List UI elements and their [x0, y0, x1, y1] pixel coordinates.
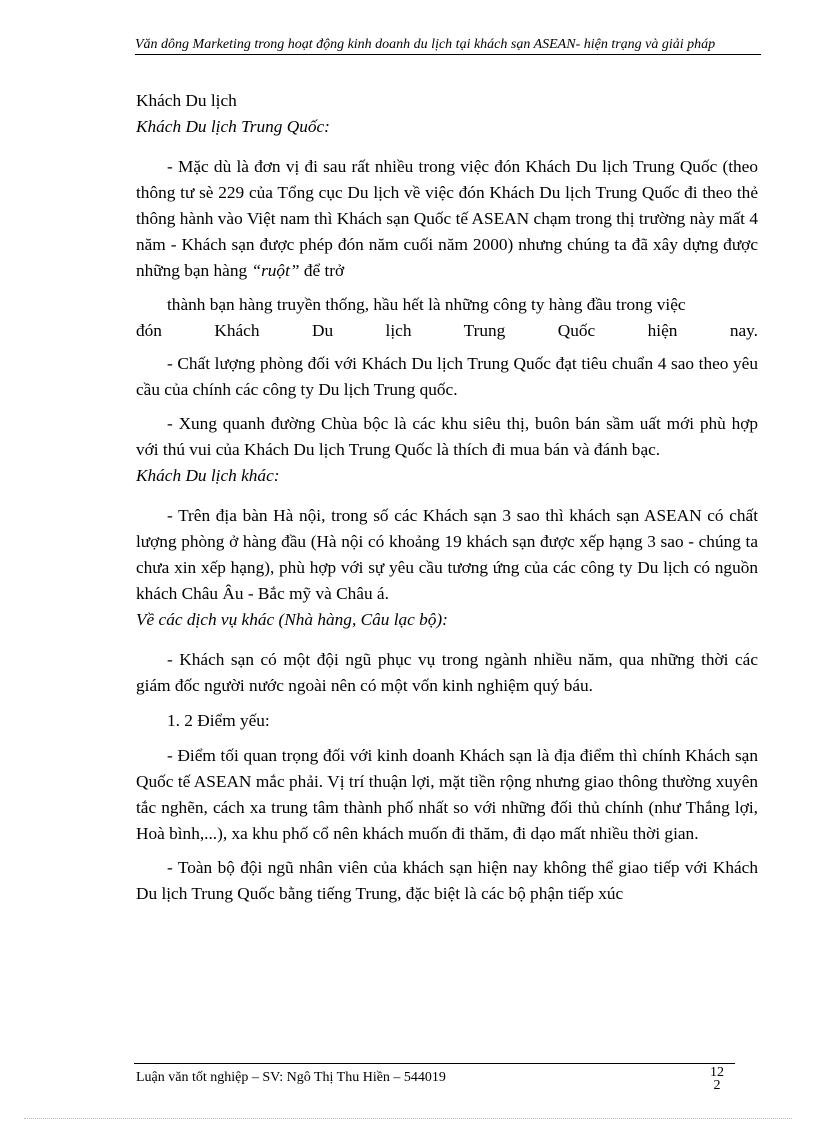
- paragraph-continuation-end: đón Khách Du lịch Trung Quốc hiện nay.: [136, 321, 758, 340]
- paragraph-surroundings: - Xung quanh đường Chùa bộc là các khu siêu thị, buôn bán sầm uất mới phù hợp với thú vui của Khách Du lịch Trung Quốc là thích đi mua bán và đánh bạc.: [136, 414, 758, 459]
- page-number: [705, 1066, 729, 1092]
- paragraph-location: - Điểm tối quan trọng đối với kinh doanh Khách sạn là địa điểm thì chính Khách sạn Quốc tế ASEAN mắc phải. Vị trí thuận lợi, mặt tiền rộng nhưng giao thông thường xuyên tắc nghẽn, cách xa trung tâm thành phố nhất so với những đối thủ chính (như Thắng lợi, Hoà bình,...), xa khu phố cổ nên khách muốn đi thăm, đi dạo mất nhiều thời gian.: [136, 746, 758, 843]
- footer-text: Luận văn tốt nghiệp – SV: Ngô Thị Thu Hiền – 544019: [136, 1070, 446, 1085]
- subheading-chinese-tourists: Khách Du lịch Trung Quốc:: [136, 117, 330, 136]
- running-header: Văn dông Marketing trong hoạt động kinh doanh du lịch tại khách sạn ASEAN- hiện trạng và giải pháp: [135, 36, 761, 55]
- page-number-part: 12: [710, 1065, 724, 1080]
- page-boundary-dotted: [24, 1118, 792, 1119]
- paragraph-chinese-market: [136, 154, 758, 284]
- paragraph-text: để trở: [303, 261, 345, 280]
- page-body: [136, 88, 758, 907]
- subheading-other-tourists: Khách Du lịch khác:: [136, 466, 280, 485]
- quoted-word: “ruột”: [251, 261, 300, 280]
- section-title: Khách Du lịch: [136, 91, 237, 110]
- paragraph-staff-experience: - Khách sạn có một đội ngũ phục vụ trong ngành nhiều năm, qua những thời các giám đốc người nước ngoài nên có một vốn kinh nghiệm quý báu.: [136, 650, 758, 695]
- heading-weaknesses: 1. 2 Điểm yếu:: [167, 711, 270, 730]
- paragraph-text: - Mặc dù là đơn vị đi sau rất nhiều trong việc đón Khách Du lịch Trung Quốc (theo thông tư sè 229 của Tổng cục Du lịch về việc đón Khách Du lịch Trung Quốc đi theo thẻ thông hành vào Việt nam thì Khách sạn Quốc tế ASEAN chạm trong thị trường này mất 4 năm - Khách sạn được phép đón năm cuối năm 2000) nhưng chúng ta đã xây dựng được những bạn hàng: [136, 157, 758, 280]
- paragraph-room-quality: - Chất lượng phòng đối với Khách Du lịch Trung Quốc đạt tiêu chuẩn 4 sao theo yêu cầu của chính các công ty Du lịch Trung quốc.: [136, 354, 758, 399]
- page-number-part: 2: [713, 1078, 721, 1093]
- subheading-other-services: Về các dịch vụ khác (Nhà hàng, Câu lạc bộ):: [136, 610, 448, 629]
- paragraph-other-tourists: - Trên địa bàn Hà nội, trong số các Khách sạn 3 sao thì khách sạn ASEAN có chất lượng phòng ở hàng đầu (Hà nội có khoảng 19 khách sạn được xếp hạng 3 sao - chúng ta chưa xin xếp hạng), phù hợp với sự yêu cầu tương ứng của các công ty Du lịch có nguồn khách Châu Âu - Bắc mỹ và Châu á.: [136, 506, 758, 603]
- paragraph-language: - Toàn bộ đội ngũ nhân viên của khách sạn hiện nay không thể giao tiếp với Khách Du lịch Trung Quốc bằng tiếng Trung, đặc biệt là các bộ phận tiếp xúc: [136, 858, 758, 903]
- paragraph-continuation: thành bạn hàng truyền thống, hầu hết là những công ty hàng đầu trong việc: [167, 295, 686, 314]
- footer-rule: [134, 1063, 735, 1064]
